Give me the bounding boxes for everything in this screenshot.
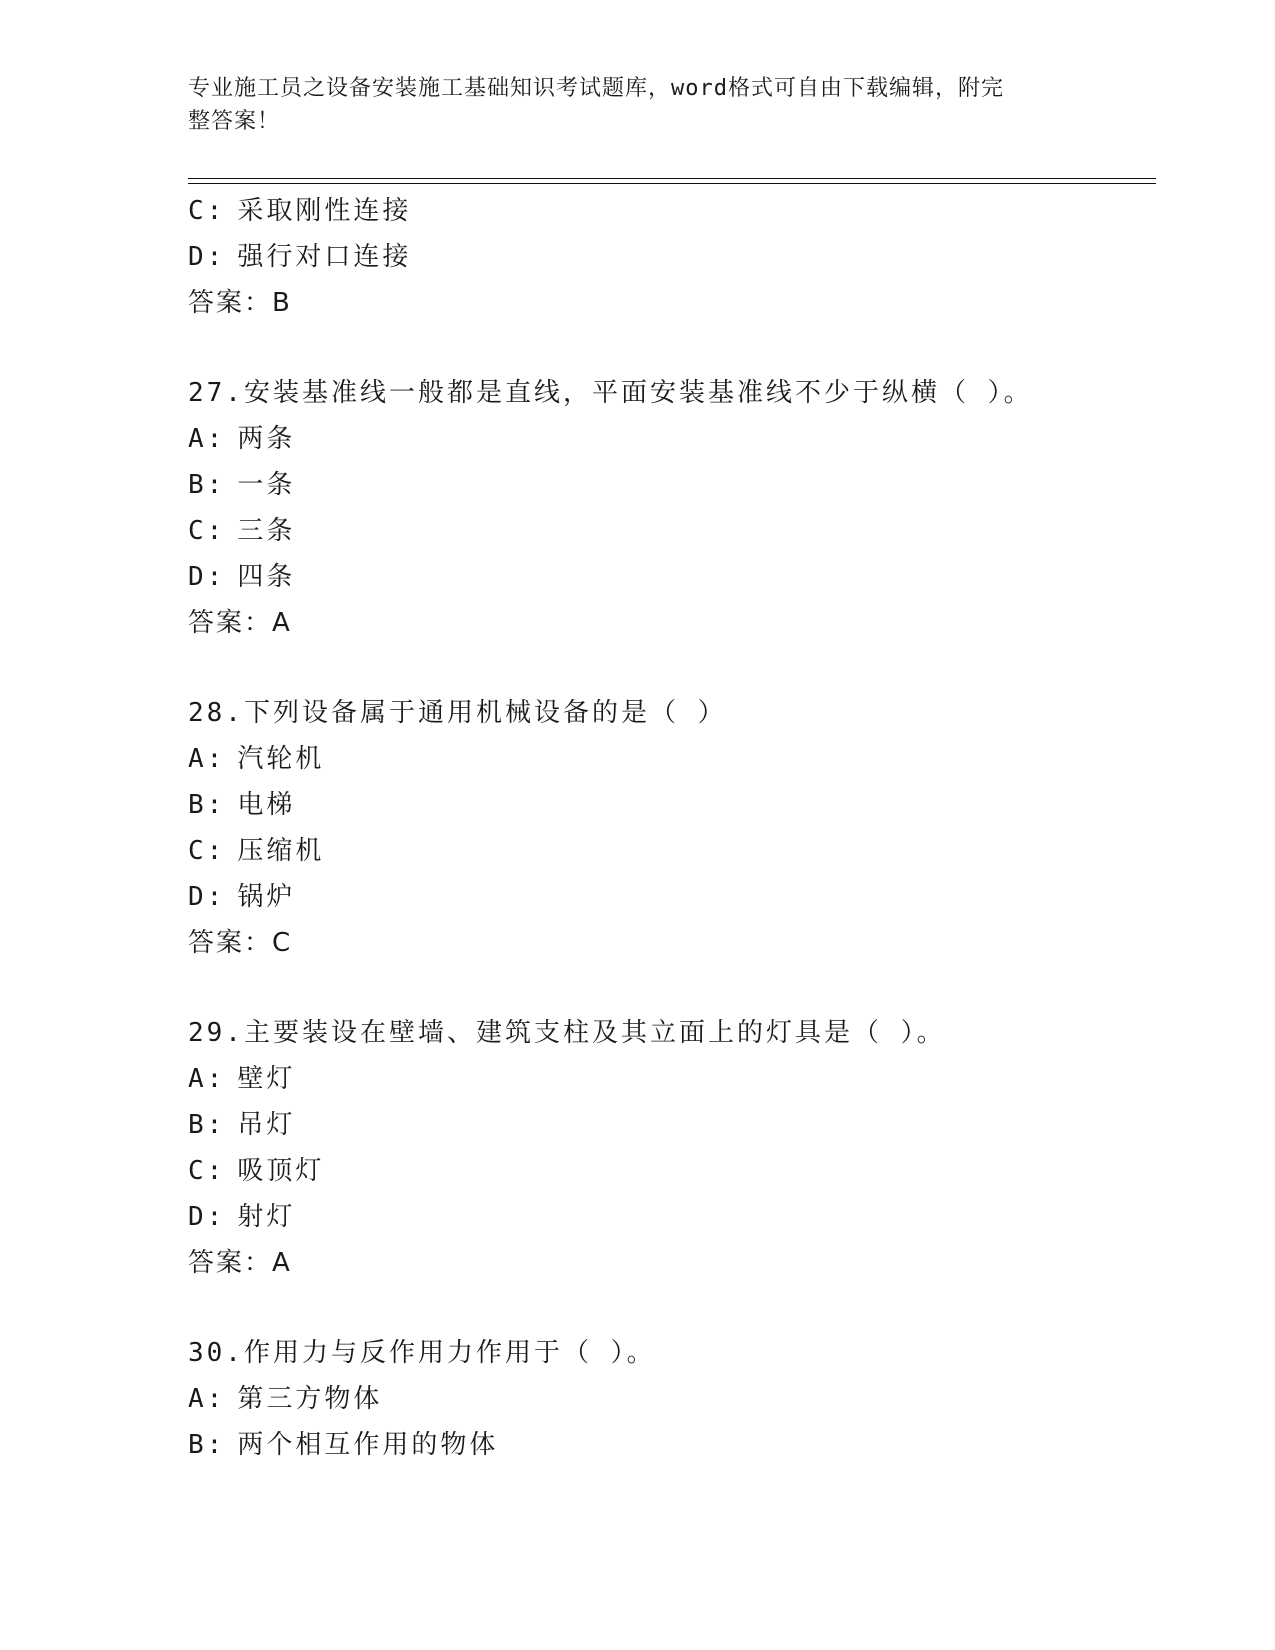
answer-line: 答案：B [188, 288, 292, 318]
option-text: 壁灯 [237, 1064, 296, 1094]
option-c [188, 828, 1156, 874]
header-divider-bottom [188, 183, 1156, 184]
option-text: 压缩机 [237, 836, 325, 866]
option-letter: A: [188, 744, 226, 774]
option-text: 电梯 [237, 790, 296, 820]
page-header [188, 72, 1068, 138]
option-c [188, 1148, 1156, 1194]
question-29 [188, 1010, 1156, 1286]
question-stem: 27.安装基准线一般都是直线，平面安装基准线不少于纵横（ ）。 [188, 378, 1033, 408]
option-a [188, 1376, 1156, 1422]
option-letter: B: [188, 1110, 226, 1140]
header-divider-top [188, 178, 1156, 179]
question-stem: 30.作用力与反作用力作用于（ ）。 [188, 1338, 656, 1368]
option-text: 强行对口连接 [237, 242, 412, 272]
option-c [188, 508, 1156, 554]
option-letter: C: [188, 1156, 226, 1186]
option-letter: A: [188, 1384, 226, 1414]
option-text: 吊灯 [237, 1110, 296, 1140]
answer-line: 答案：C [188, 928, 293, 958]
option-b [188, 782, 1156, 828]
option-text: 三条 [237, 516, 296, 546]
option-a [188, 1056, 1156, 1102]
option-a [188, 416, 1156, 462]
spacer [188, 1286, 1156, 1330]
option-d [188, 1194, 1156, 1240]
question-list [188, 188, 1156, 1468]
option-letter: B: [188, 470, 226, 500]
question-26-tail [188, 188, 1156, 326]
option-text: 采取刚性连接 [237, 196, 412, 226]
option-letter: A: [188, 424, 226, 454]
spacer [188, 646, 1156, 690]
option-c [188, 188, 1156, 234]
option-b [188, 462, 1156, 508]
spacer [188, 966, 1156, 1010]
spacer [188, 326, 1156, 370]
option-letter: C: [188, 516, 226, 546]
option-letter: B: [188, 790, 226, 820]
option-text: 四条 [237, 562, 296, 592]
option-letter: C: [188, 836, 226, 866]
option-letter: D: [188, 882, 226, 912]
option-b [188, 1422, 1156, 1468]
option-d [188, 234, 1156, 280]
question-stem: 28.下列设备属于通用机械设备的是（ ） [188, 698, 727, 728]
option-a [188, 736, 1156, 782]
question-28 [188, 690, 1156, 966]
option-letter: C: [188, 196, 226, 226]
header-title-line-2: 整答案！ [188, 109, 281, 134]
option-text: 一条 [237, 470, 296, 500]
option-d [188, 554, 1156, 600]
answer-line: 答案：A [188, 1248, 292, 1278]
option-letter: A: [188, 1064, 226, 1094]
option-text: 吸顶灯 [237, 1156, 325, 1186]
option-letter: B: [188, 1430, 226, 1460]
question-30 [188, 1330, 1156, 1468]
question-stem: 29.主要装设在壁墙、建筑支柱及其立面上的灯具是（ ）。 [188, 1018, 946, 1048]
option-text: 第三方物体 [237, 1384, 383, 1414]
question-27 [188, 370, 1156, 646]
option-text: 射灯 [237, 1202, 296, 1232]
option-letter: D: [188, 562, 226, 592]
option-letter: D: [188, 1202, 226, 1232]
option-text: 锅炉 [237, 882, 296, 912]
option-d [188, 874, 1156, 920]
header-title-line-1: 专业施工员之设备安装施工基础知识考试题库，word格式可自由下载编辑，附完 [188, 76, 1004, 101]
option-b [188, 1102, 1156, 1148]
option-text: 汽轮机 [237, 744, 325, 774]
answer-line: 答案：A [188, 608, 292, 638]
option-letter: D: [188, 242, 226, 272]
option-text: 两条 [237, 424, 296, 454]
option-text: 两个相互作用的物体 [237, 1430, 499, 1460]
